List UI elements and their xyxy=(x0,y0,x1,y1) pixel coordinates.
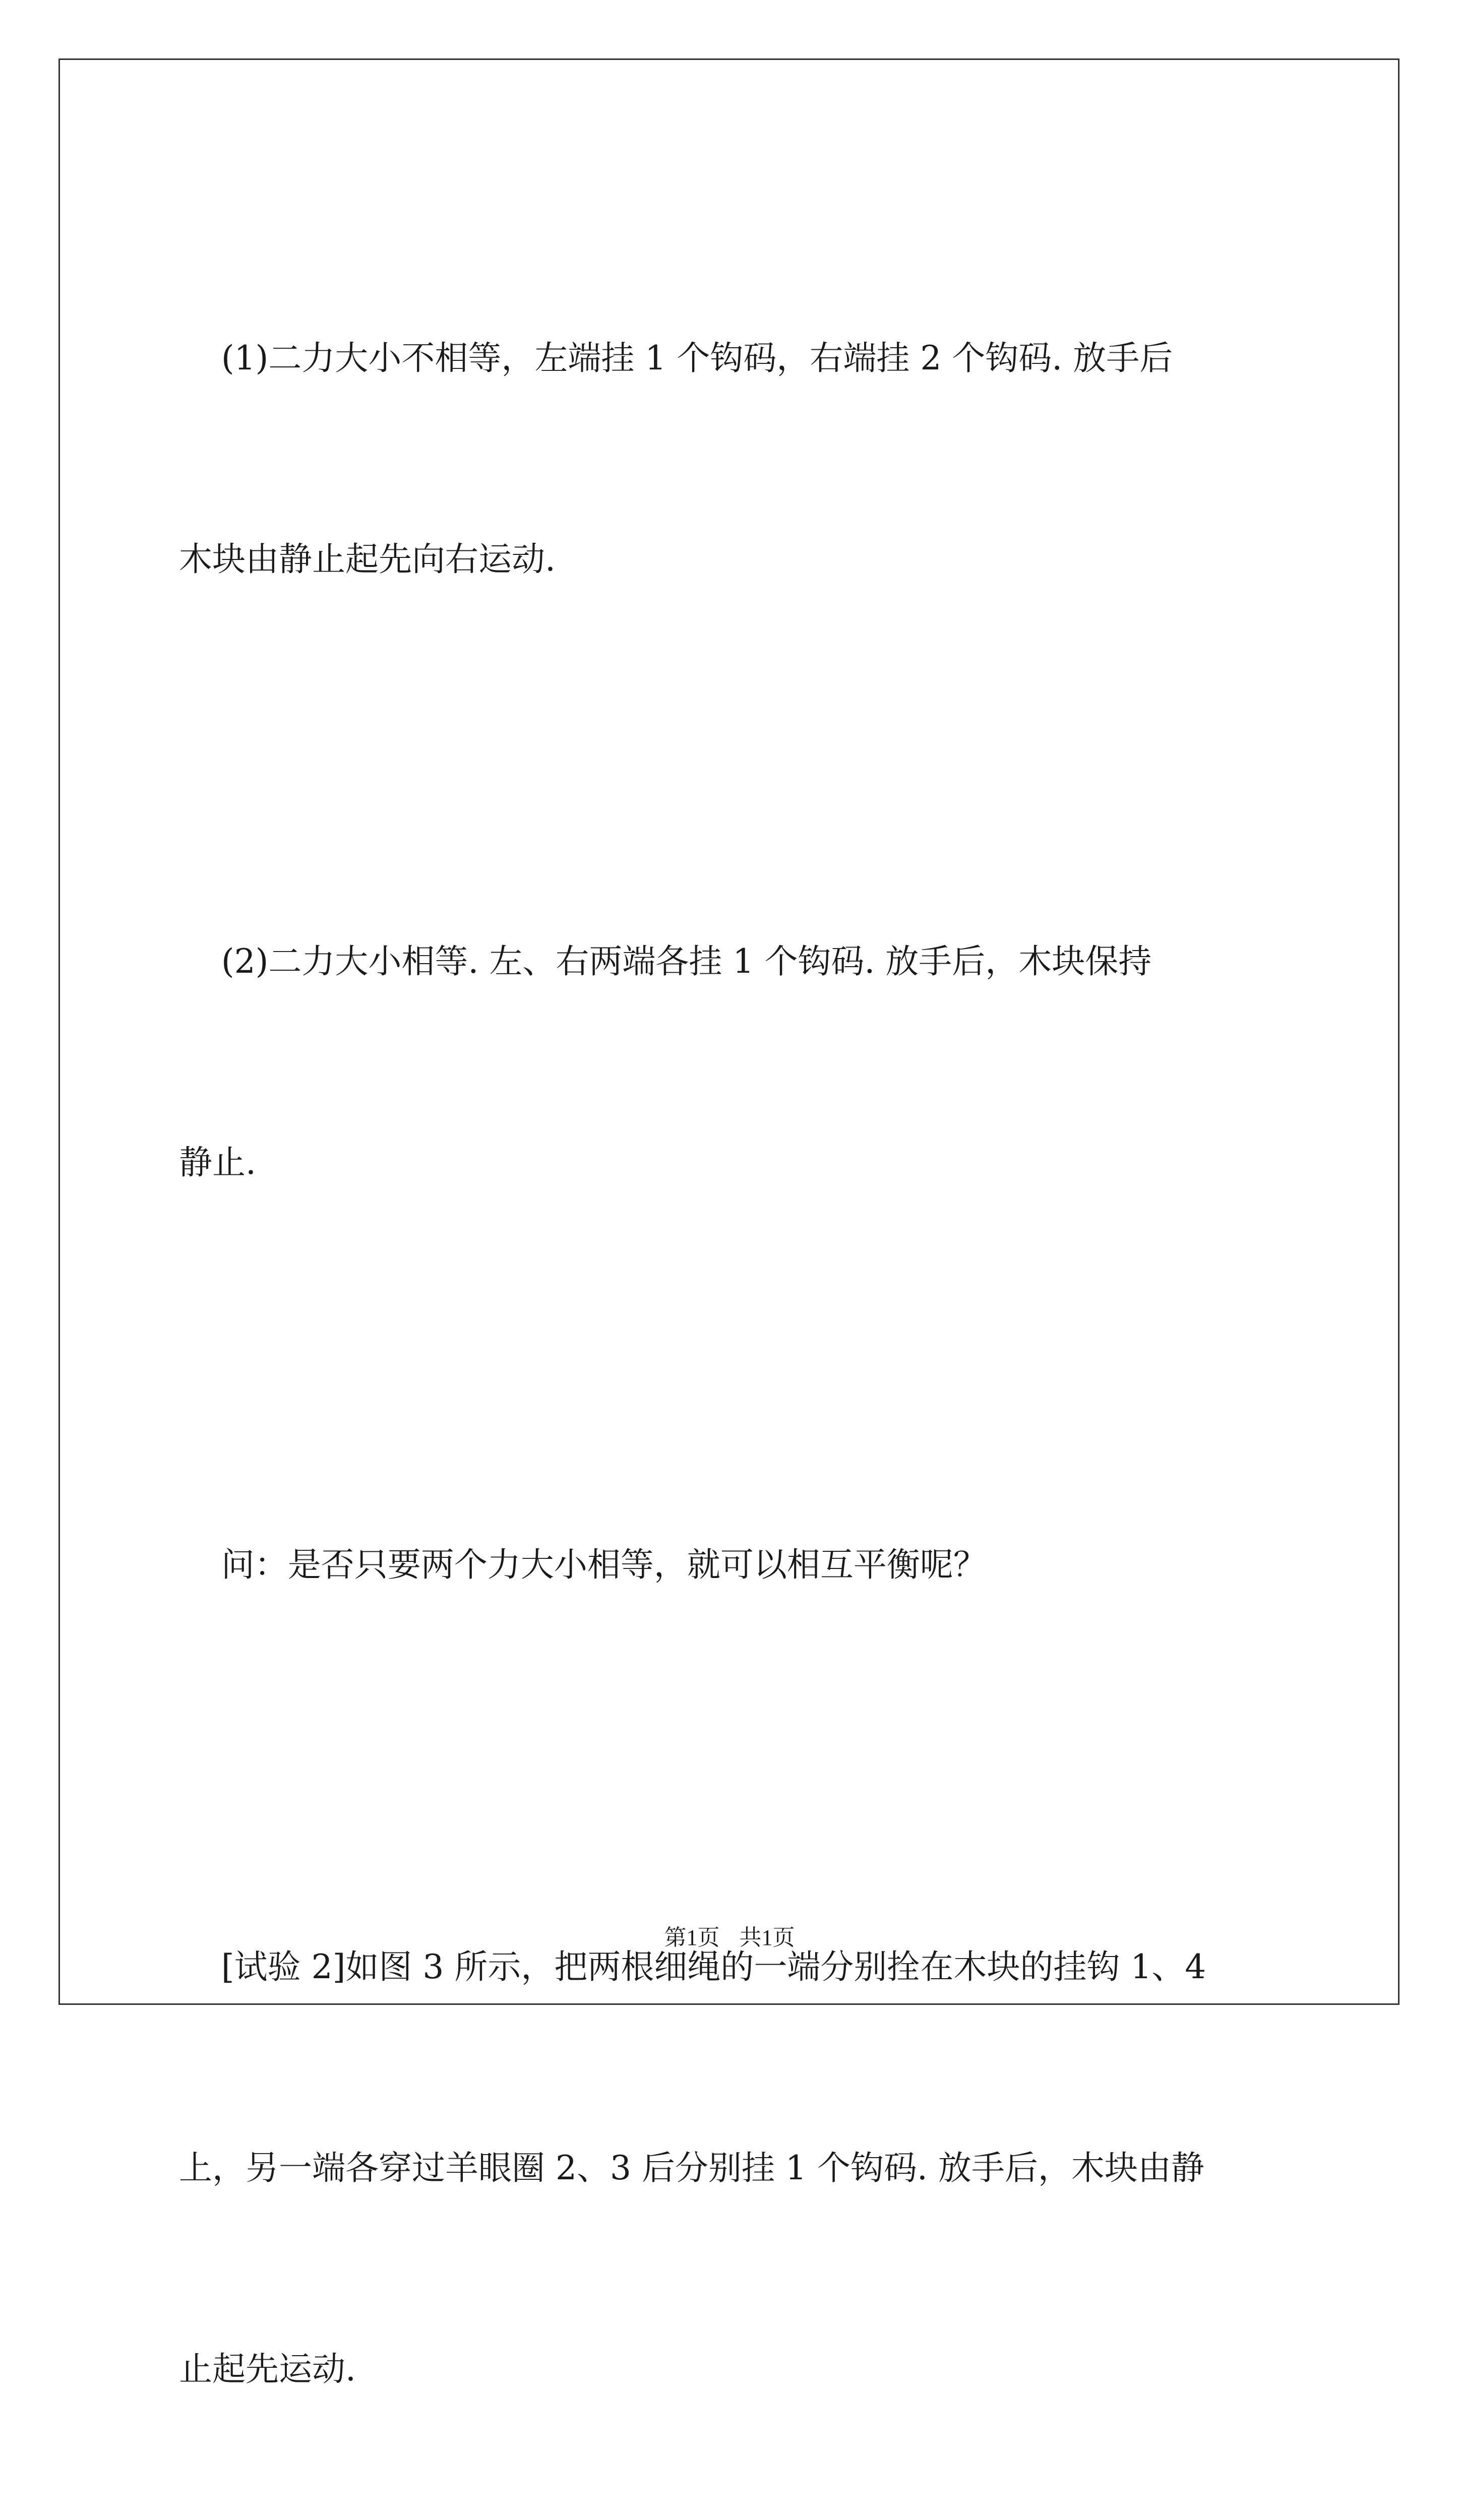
paragraph xyxy=(179,794,1333,1330)
page-number: 第1页 xyxy=(664,1925,720,1950)
paragraph xyxy=(179,191,1333,727)
paragraph xyxy=(179,1397,1333,1732)
text-line: 静止. xyxy=(179,1143,256,1182)
text-line: [试验 2]如图 3 所示，把两根细绳的一端分别拴在木块的挂钩 1、4 xyxy=(179,1947,1206,1986)
document-body xyxy=(179,191,1333,2520)
text-line: 止起先运动. xyxy=(179,2350,356,2388)
page-footer xyxy=(0,1919,1459,1951)
text-line: (2)二力大小相等. 左、右两端各挂 1 个钩码. 放手后，木块保持 xyxy=(179,942,1152,981)
total-pages: 共1页 xyxy=(739,1925,795,1950)
paragraph xyxy=(179,1799,1333,2520)
text-line: 上，另一端各穿过羊眼圈 2、3 后分别挂 1 个钩码. 放手后，木块由静 xyxy=(179,2149,1204,2187)
text-line: (1)二力大小不相等，左端挂 1 个钩码，右端挂 2 个钩码. 放手后 xyxy=(179,339,1173,377)
text-line: 问：是否只要两个力大小相等，就可以相互平衡呢？ xyxy=(179,1545,987,1584)
text-line: 木块由静止起先向右运动. xyxy=(179,540,556,579)
